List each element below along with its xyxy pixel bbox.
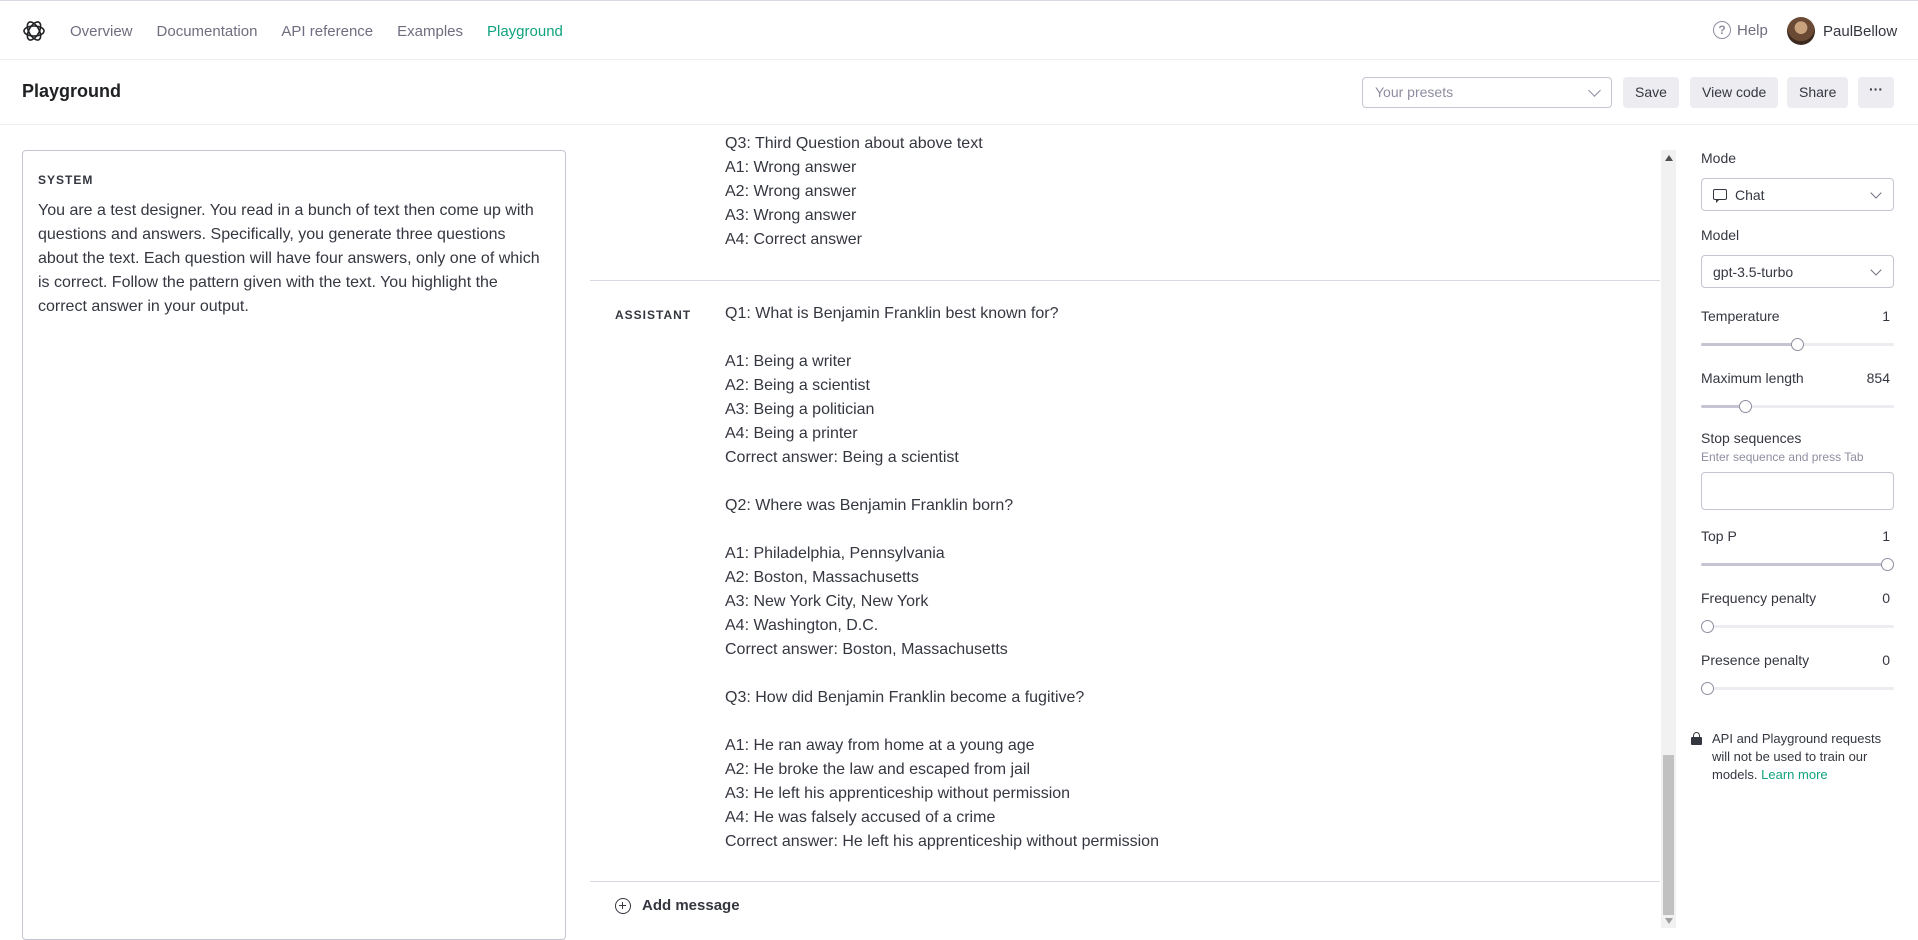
- message-line: A2: Being a scientist: [725, 377, 870, 394]
- playground-header: [0, 60, 1918, 125]
- slider-fill: [1701, 343, 1798, 346]
- temperature-label: Temperature: [1701, 308, 1780, 324]
- message-line: A2: Boston, Massachusetts: [725, 569, 919, 586]
- message-line: [725, 470, 1159, 494]
- help-label: Help: [1737, 21, 1768, 39]
- message-line: Correct answer: Being a scientist: [725, 449, 959, 466]
- chevron-down-icon: [1588, 84, 1601, 97]
- message-line: A1: He ran away from home at a young age: [725, 737, 1035, 754]
- slider-thumb[interactable]: [1701, 620, 1714, 633]
- user-name: PaulBellow: [1823, 22, 1898, 40]
- mode-label: Mode: [1701, 150, 1737, 166]
- message-line: A4: Being a printer: [725, 425, 858, 442]
- top-p-slider[interactable]: [1701, 558, 1894, 570]
- slider-thumb[interactable]: [1739, 400, 1752, 413]
- message-line: A3: Wrong answer: [725, 207, 857, 224]
- slider-thumb[interactable]: [1701, 682, 1714, 695]
- model-select[interactable]: [1701, 255, 1894, 288]
- slider-thumb[interactable]: [1881, 558, 1894, 571]
- share-button[interactable]: Share: [1787, 77, 1848, 108]
- nav-documentation[interactable]: Documentation: [156, 22, 258, 40]
- temperature-slider[interactable]: [1701, 338, 1894, 350]
- nav-links: [70, 1, 587, 61]
- nav-examples[interactable]: Examples: [397, 22, 463, 40]
- message-line: A2: He broke the law and escaped from jail: [725, 761, 1031, 778]
- nav-overview[interactable]: Overview: [70, 22, 133, 40]
- presence-penalty-slider[interactable]: [1701, 682, 1894, 694]
- top-navigation: [0, 0, 1918, 60]
- top-p-label: Top P: [1701, 528, 1737, 544]
- message-line: A3: New York City, New York: [725, 593, 929, 610]
- privacy-notice-text: [1712, 730, 1896, 784]
- chat-icon: [1713, 189, 1727, 200]
- message-line: Q2: Where was Benjamin Franklin born?: [725, 497, 1014, 514]
- chevron-down-icon: [1870, 187, 1881, 198]
- slider-thumb[interactable]: [1791, 338, 1804, 351]
- message-line: Correct answer: He left his apprenticeship without permission: [725, 833, 1159, 850]
- message-line: [725, 518, 1159, 542]
- system-message-panel[interactable]: [22, 150, 566, 940]
- message-line: Q3: How did Benjamin Franklin become a fugitive?: [725, 689, 1085, 706]
- max-length-slider[interactable]: [1701, 400, 1894, 412]
- slider-track: [1701, 687, 1894, 690]
- frequency-penalty-value[interactable]: 0: [1882, 590, 1890, 606]
- message-line: A4: Correct answer: [725, 231, 862, 248]
- view-code-button[interactable]: View code: [1690, 77, 1778, 108]
- message-line: Q3: Third Question about above text: [725, 135, 983, 152]
- slider-fill: [1701, 563, 1888, 566]
- message-line: A1: Philadelphia, Pennsylvania: [725, 545, 945, 562]
- message-line: A1: Being a writer: [725, 353, 852, 370]
- assistant-message[interactable]: [725, 302, 1159, 854]
- model-label: Model: [1701, 227, 1740, 243]
- frequency-penalty-slider[interactable]: [1701, 620, 1894, 632]
- temperature-value[interactable]: 1: [1882, 308, 1890, 324]
- top-p-value[interactable]: 1: [1882, 528, 1890, 544]
- stop-sequences-label: Stop sequences: [1701, 430, 1802, 446]
- scroll-up-arrow-icon[interactable]: [1665, 155, 1673, 161]
- presence-penalty-label: Presence penalty: [1701, 652, 1810, 668]
- save-button[interactable]: Save: [1623, 77, 1679, 108]
- more-options-button[interactable]: ···: [1858, 77, 1894, 108]
- message-line: A3: Being a politician: [725, 401, 875, 418]
- message-line: A4: Washington, D.C.: [725, 617, 879, 634]
- chevron-down-icon: [1870, 264, 1881, 275]
- conversation-scrollbar[interactable]: [1661, 150, 1676, 928]
- message-line: Correct answer: Boston, Massachusetts: [725, 641, 1008, 658]
- slider-track: [1701, 625, 1894, 628]
- conversation-panel: [590, 135, 1660, 928]
- assistant-role-label[interactable]: ASSISTANT: [615, 308, 692, 322]
- frequency-penalty-label: Frequency penalty: [1701, 590, 1817, 606]
- message-line: [725, 326, 1159, 350]
- system-label: SYSTEM: [38, 173, 94, 187]
- message-line: A3: He left his apprenticeship without permission: [725, 785, 1071, 802]
- nav-playground[interactable]: Playground: [487, 22, 563, 40]
- presets-select[interactable]: [1362, 77, 1612, 108]
- privacy-notice: [1691, 730, 1896, 784]
- model-value: gpt-3.5-turbo: [1713, 263, 1794, 280]
- presence-penalty-value[interactable]: 0: [1882, 652, 1890, 668]
- plus-circle-icon: [615, 898, 631, 914]
- learn-more-link[interactable]: Learn more: [1761, 767, 1828, 782]
- scroll-down-arrow-icon[interactable]: [1665, 918, 1673, 924]
- stop-sequences-hint: Enter sequence and press Tab: [1701, 450, 1864, 464]
- message-line: A4: He was falsely accused of a crime: [725, 809, 996, 826]
- previous-message[interactable]: [725, 132, 983, 252]
- openai-logo-icon[interactable]: [21, 18, 47, 44]
- mode-value: Chat: [1735, 186, 1765, 203]
- max-length-value[interactable]: 854: [1866, 370, 1890, 386]
- user-menu[interactable]: [1787, 17, 1897, 45]
- scroll-thumb[interactable]: [1663, 755, 1674, 915]
- nav-api-reference[interactable]: API reference: [281, 22, 374, 40]
- max-length-label: Maximum length: [1701, 370, 1804, 386]
- stop-sequences-input[interactable]: [1701, 472, 1894, 510]
- avatar: [1787, 17, 1815, 45]
- message-line: A1: Wrong answer: [725, 159, 857, 176]
- privacy-notice-body: API and Playground requests will not be used to train our models.: [1712, 731, 1882, 782]
- help-link[interactable]: [1713, 21, 1768, 39]
- system-message-text[interactable]: You are a test designer. You read in a bunch of text then come up with questions and answers. Specifically, you generate three questions about the text. Each question will have four answers, only one of which is correct. Follow the pattern given with the text. You highlight the correct answer in your output.: [38, 202, 540, 315]
- add-message-label: Add message: [642, 897, 740, 914]
- lock-icon: [1691, 732, 1702, 745]
- message-line: A2: Wrong answer: [725, 183, 857, 200]
- mode-select[interactable]: [1701, 178, 1894, 211]
- message-line: [725, 710, 1159, 734]
- message-line: Q1: What is Benjamin Franklin best known for?: [725, 305, 1059, 322]
- presets-placeholder: Your presets: [1375, 84, 1454, 100]
- message-line: [725, 662, 1159, 686]
- page-title: Playground: [22, 81, 122, 101]
- message-divider: [590, 881, 1660, 882]
- help-icon: ?: [1713, 21, 1731, 39]
- message-divider: [590, 280, 1660, 281]
- add-message-button[interactable]: [615, 897, 740, 914]
